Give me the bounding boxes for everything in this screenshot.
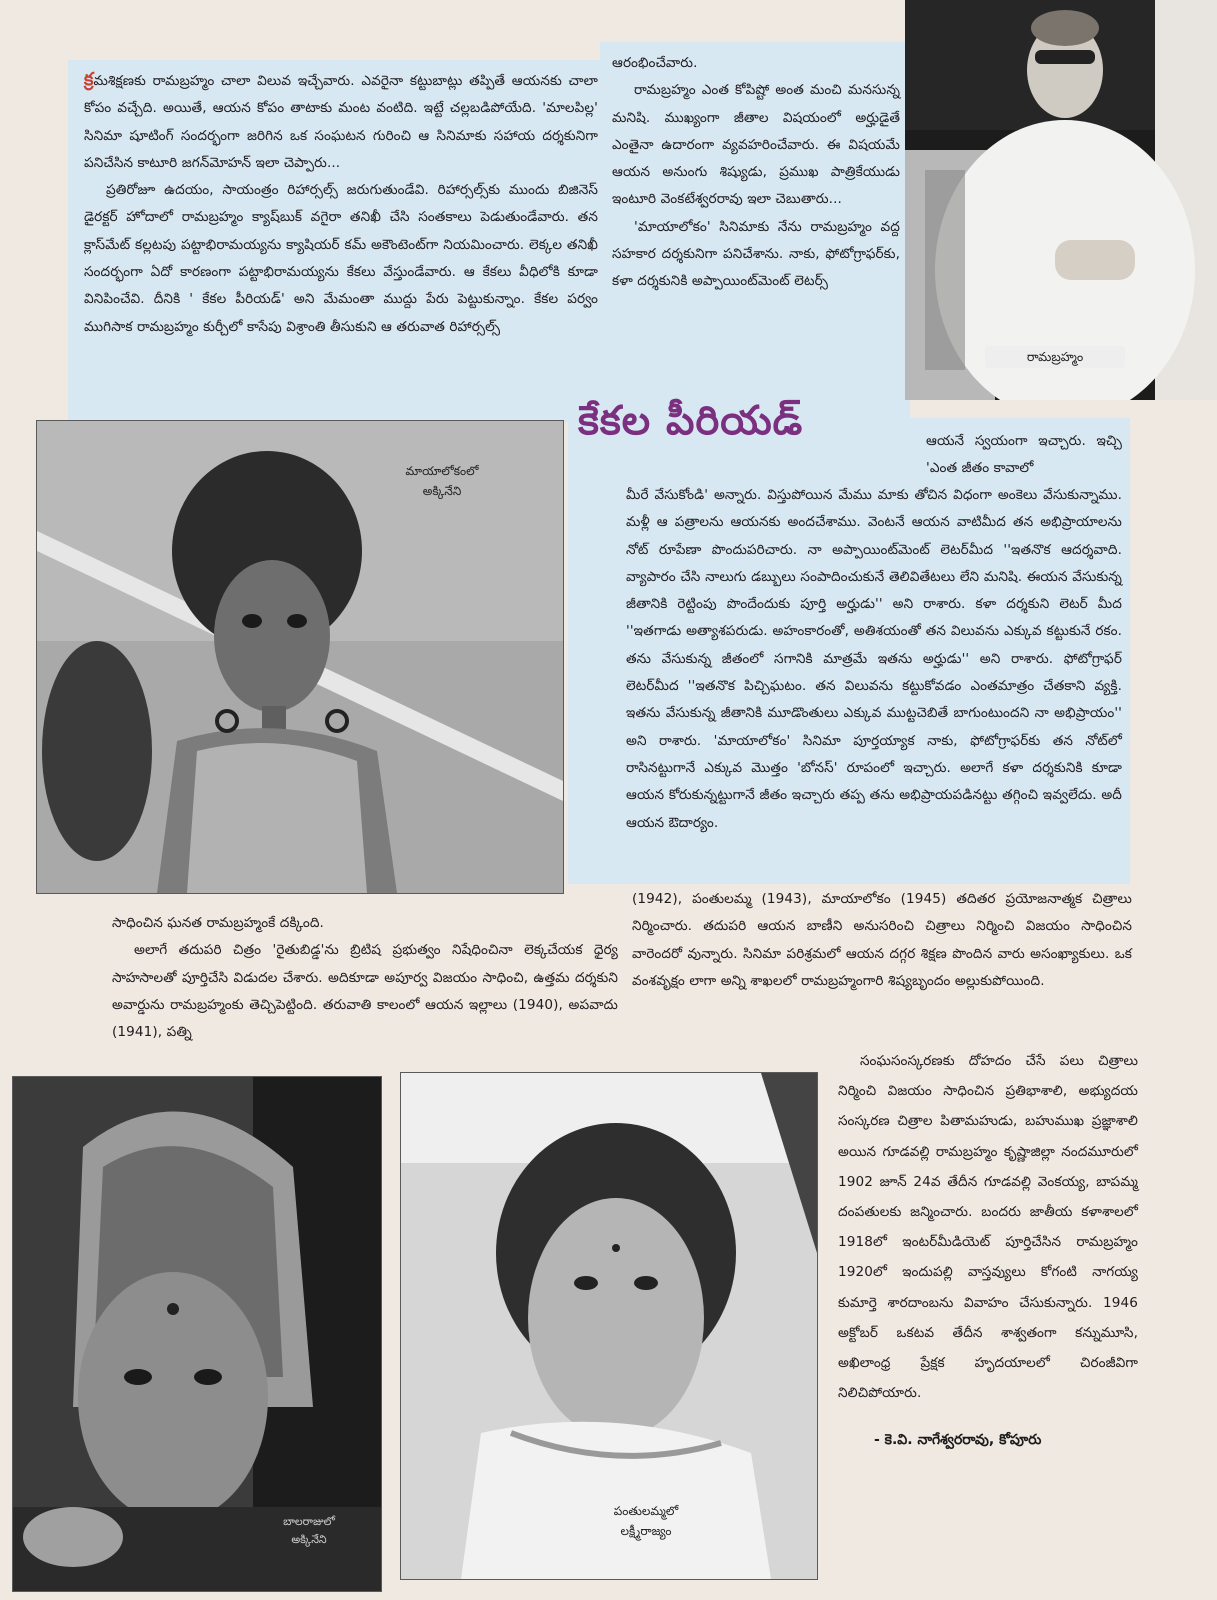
caption-akkineni-bottom bbox=[249, 1513, 369, 1549]
intro-text bbox=[84, 66, 598, 341]
author-signature: - కె.వి. నాగేశ్వరరావు, కోపూరు bbox=[874, 1432, 1042, 1448]
col2-paragraph-2: 'మాయాలోకం' సినిమాకు నేను రామబ్రహ్మం వద్ద సహకార దర్శకునిగా పనిచేశాను. నాకు, ఫోటోగ్రాఫర్‌కు, కళా దర్శకునికి అప్పాయింట్‌మెంట్ లెటర్స్ bbox=[612, 218, 900, 290]
col2-text bbox=[612, 50, 900, 296]
dropcap: క్ర bbox=[84, 69, 94, 90]
caption-akkineni-mayalokam-line-1: మాయాలోకంలో bbox=[405, 464, 479, 478]
intro-paragraph-2: ప్రతిరోజూ ఉదయం, సాయంత్రం రిహార్సల్స్ జరుగుతుండేవి. రిహార్సల్స్‌కు ముందు బిజినెస్ డైరక్టర్ హోదాలో రామబ్రహ్మం క్యాష్‌బుక్ వగైరా తనిఖీ చేసి సంతకాలు పెడుతుండేవారు. తన క్లాస్‌మేట్ కల్లటపు పట్టాభిరామయ్యను క్యాషియర్ కమ్ అకౌంటెంట్‌గా నియమించారు. లెక్కల తనిఖీ సందర్భంగా ఏదో కారణంగా పట్టాభిరామయ్యను కేకలు వేస్తుండేవారు. ఆ కేకలు వీధిలోకి కూడా వినిపించేవి. దీనికి ' కేకల పీరియడ్' అని మేమంతా ముద్దు పేరు పెట్టుకున్నాం. కేకల పర్వం ముగిసాక రామబ్రహ్మం కుర్చీలో కాసేపు విశ్రాంతి తీసుకుని ఆ తరువాత రిహార్సల్స్ bbox=[84, 182, 598, 335]
intro-paragraph-1: మశిక్షణకు రామబ్రహ్మం చాలా విలువ ఇచ్చేవారు. ఎవరైనా కట్టుబాట్లు తప్పితే ఆయనకు చాలా కోపం వచ్చేది. అయితే, ఆయన కోపం తాటాకు మంట వంటిది. ఇట్టే చల్లబడిపోయేది. 'మాలపిల్ల' సినిమా షూటింగ్ సందర్భంగా జరిగిన ఒక సంఘటన గురించి ఆ సినిమాకు సహాయ దర్శకునిగా పనిచేసిన కాటూరి జగన్‌మోహన్ ఇలా చెప్పారు... bbox=[84, 73, 598, 171]
ramabrahmam-image bbox=[905, 0, 1217, 400]
caption-lakshmirajyam-line-2: లక్ష్మీరాజ్యం bbox=[620, 1524, 672, 1538]
lower-left-paragraph-1: సాధించిన ఘనత రామబ్రహ్మంకే దక్కింది. bbox=[112, 915, 324, 931]
col3-text-main bbox=[626, 482, 1122, 837]
caption-akkineni-bottom-line-2: అక్కినేని bbox=[291, 1533, 327, 1546]
col3-paragraph-1a: ఆయనే స్వయంగా ఇచ్చారు. ఇచ్చి 'ఎంత జీతం కావాలో bbox=[926, 433, 1122, 477]
caption-akkineni-mayalokam-line-2: అక్కినేని bbox=[422, 484, 462, 498]
col3-paragraph-1b: మీరే వేసుకోండి' అన్నారు. విస్తుపోయిన మేము మాకు తోచిన విధంగా అంకెలు వేసుకున్నాము. మళ్లీ ఆ పత్రాలను ఆయనకు అందచేశాము. వెంటనే ఆయన వాటిమీద తన అభిప్రాయాలను నోట్ రూపేణా పొందుపరిచారు. నా అప్పాయింట్‌మెంట్ లెటర్‌మీద ''ఇతనొక ఆదర్శవాది. వ్యాపారం చేసి నాలుగు డబ్బులు సంపాదించుకునే తెలివితేటలు లేని మనిషి. ఈయన వేసుకున్న జీతానికి రెట్టింపు పొందేందుకు పూర్తి అర్హుడు'' అని రాశారు. కళా దర్శకుని లెటర్ మీద ''ఇతగాడు అత్యాశపరుడు. అహంకారంతో, అతిశయంతో తన విలువను ఎక్కువ కట్టుకునే రకం. తను వేసుకున్న జీతంలో సగానికి మాత్రమే ఇతను అర్హుడు'' అని రాశారు. ఫోటోగ్రాఫర్ లెటర్‌మీద ''ఇతనొక పిచ్చిఘటం. తన విలువను కట్టుకోవడం ఎంతమాత్రం చేతకాని వ్యక్తి. ఇతను వేసుకున్న జీతానికి మూడొంతులు ఎక్కువ ముట్టచెబితే బాగుంటుందని నా అభిప్రాయం'' అని రాశారు. 'మాయాలోకం' సినిమా పూర్తయ్యాక నాకు, ఫోటోగ్రాఫర్‌కు తన నోట్‌లో రాసినట్టుగానే ఎక్కువ మొత్తం 'బోనస్' రూపంలో ఇచ్చారు. అలాగే కళా దర్శకునికి కూడా ఆయన కోరుకున్నట్టుగానే జీతం ఇచ్చారు తప్ప తను అభిప్రాయపడినట్టు తగ్గించి ఇవ్వలేదు. అదీ ఆయన ఔదార్యం. bbox=[626, 487, 1122, 831]
col2-paragraph-1: రామబ్రహ్మం ఎంత కోపిష్టో అంత మంచి మనసున్న మనిషి. ముఖ్యంగా జీతాల విషయంలో అర్హుడైతే ఎంతైనా ఉదారంగా వ్యవహరించేవారు. ఈ విషయమే ఆయన అనుంగు శిష్యుడు, ప్రముఖ పాత్రికేయుడు ఇంటూరి వెంకటేశ్వరరావు ఇలా చెబుతారు... bbox=[612, 82, 900, 208]
bio-paragraph: సంఘసంస్కరణకు దోహదం చేసే పలు చిత్రాలు నిర్మించి విజయం సాధించిన ప్రతిభాశాలి, అభ్యుదయ సంస్కరణ చిత్రాల పితామహుడు, బహుముఖ ప్రజ్ఞాశాలి అయిన గూడవల్లి రామబ్రహ్మం కృష్ణాజిల్లా నందమూరులో 1902 జూన్ 24వ తేదీన గూడవల్లి వెంకయ్య, బాపమ్మ దంపతులకు జన్మించారు. బందరు జాతీయ కళాశాలలో 1918లో ఇంటర్‌మీడియెట్ పూర్తిచేసిన రామబ్రహ్మం 1920లో ఇందుపల్లి వాస్తవ్యులు కోగంటి నాగయ్య కుమార్తె శారదాంబను వివాహం చేసుకున్నారు. 1946 అక్టోబర్ ఒకటవ తేదీన శాశ్వతంగా కన్నుమూసి, అఖిలాంధ్ర ప్రేక్షక హృదయాలలో చిరంజీవిగా నిలిచిపోయారు. bbox=[838, 1053, 1138, 1402]
caption-lakshmirajyam bbox=[581, 1501, 711, 1541]
col3-text bbox=[626, 428, 1122, 483]
lower-left-paragraph-2: అలాగే తదుపరి చిత్రం 'రైతుబిడ్డ'ను బ్రిటిష ప్రభుత్వం నిషేధించినా లెక్కచేయక ధైర్య సాహసాలతో పూర్తిచేసి విడుదల చేశారు. అదికూడా అపూర్వ విజయం సాధించి, ఉత్తమ దర్శకుని అవార్డును రామబ్రహ్మంకు తెచ్చిపెట్టింది. తరువాతి కాలంలో ఆయన ఇల్లాలు (1940), అపవాదు (1941), పత్ని bbox=[112, 942, 618, 1041]
photo-lakshmirajyam bbox=[400, 1072, 818, 1580]
photo-akkineni-mayalokam bbox=[36, 420, 564, 894]
bio-text bbox=[838, 1046, 1138, 1408]
lower-right-text bbox=[632, 886, 1132, 995]
lower-right-paragraph-1: (1942), పంతులమ్మ (1943), మాయాలోకం (1945) తదితర ప్రయోజనాత్మక చిత్రాలు నిర్మించారు. తదుపరి ఆయన బాణీని అనుసరించి చిత్రాలు నిర్మించి విజయం సాధించిన వారెందరో వున్నారు. సినిమా పరిశ్రమలో ఆయన దగ్గర శిక్షణ పొందిన వారు అసంఖ్యాకులు. ఒక వంశవృక్షం లాగా అన్ని శాఖలలో రామబ్రహ్మంగారి శిష్యబృందం అల్లుకుపోయింది. bbox=[632, 891, 1132, 989]
photo-ramabrahmam bbox=[905, 0, 1217, 400]
caption-akkineni-bottom-line-1: బాలరాజులో bbox=[283, 1515, 335, 1528]
headline: కేకల పీరియడ్ bbox=[578, 398, 804, 444]
col2-paragraph-0: ఆరంభించేవారు. bbox=[612, 55, 698, 71]
caption-lakshmirajyam-line-1: పంతులమ్మలో bbox=[613, 1504, 679, 1518]
caption-akkineni-mayalokam bbox=[367, 461, 517, 501]
lower-left-text bbox=[112, 910, 618, 1046]
caption-ramabrahmam: రామబ్రహ్మం bbox=[985, 346, 1125, 368]
photo-akkineni-bottom bbox=[12, 1076, 382, 1592]
